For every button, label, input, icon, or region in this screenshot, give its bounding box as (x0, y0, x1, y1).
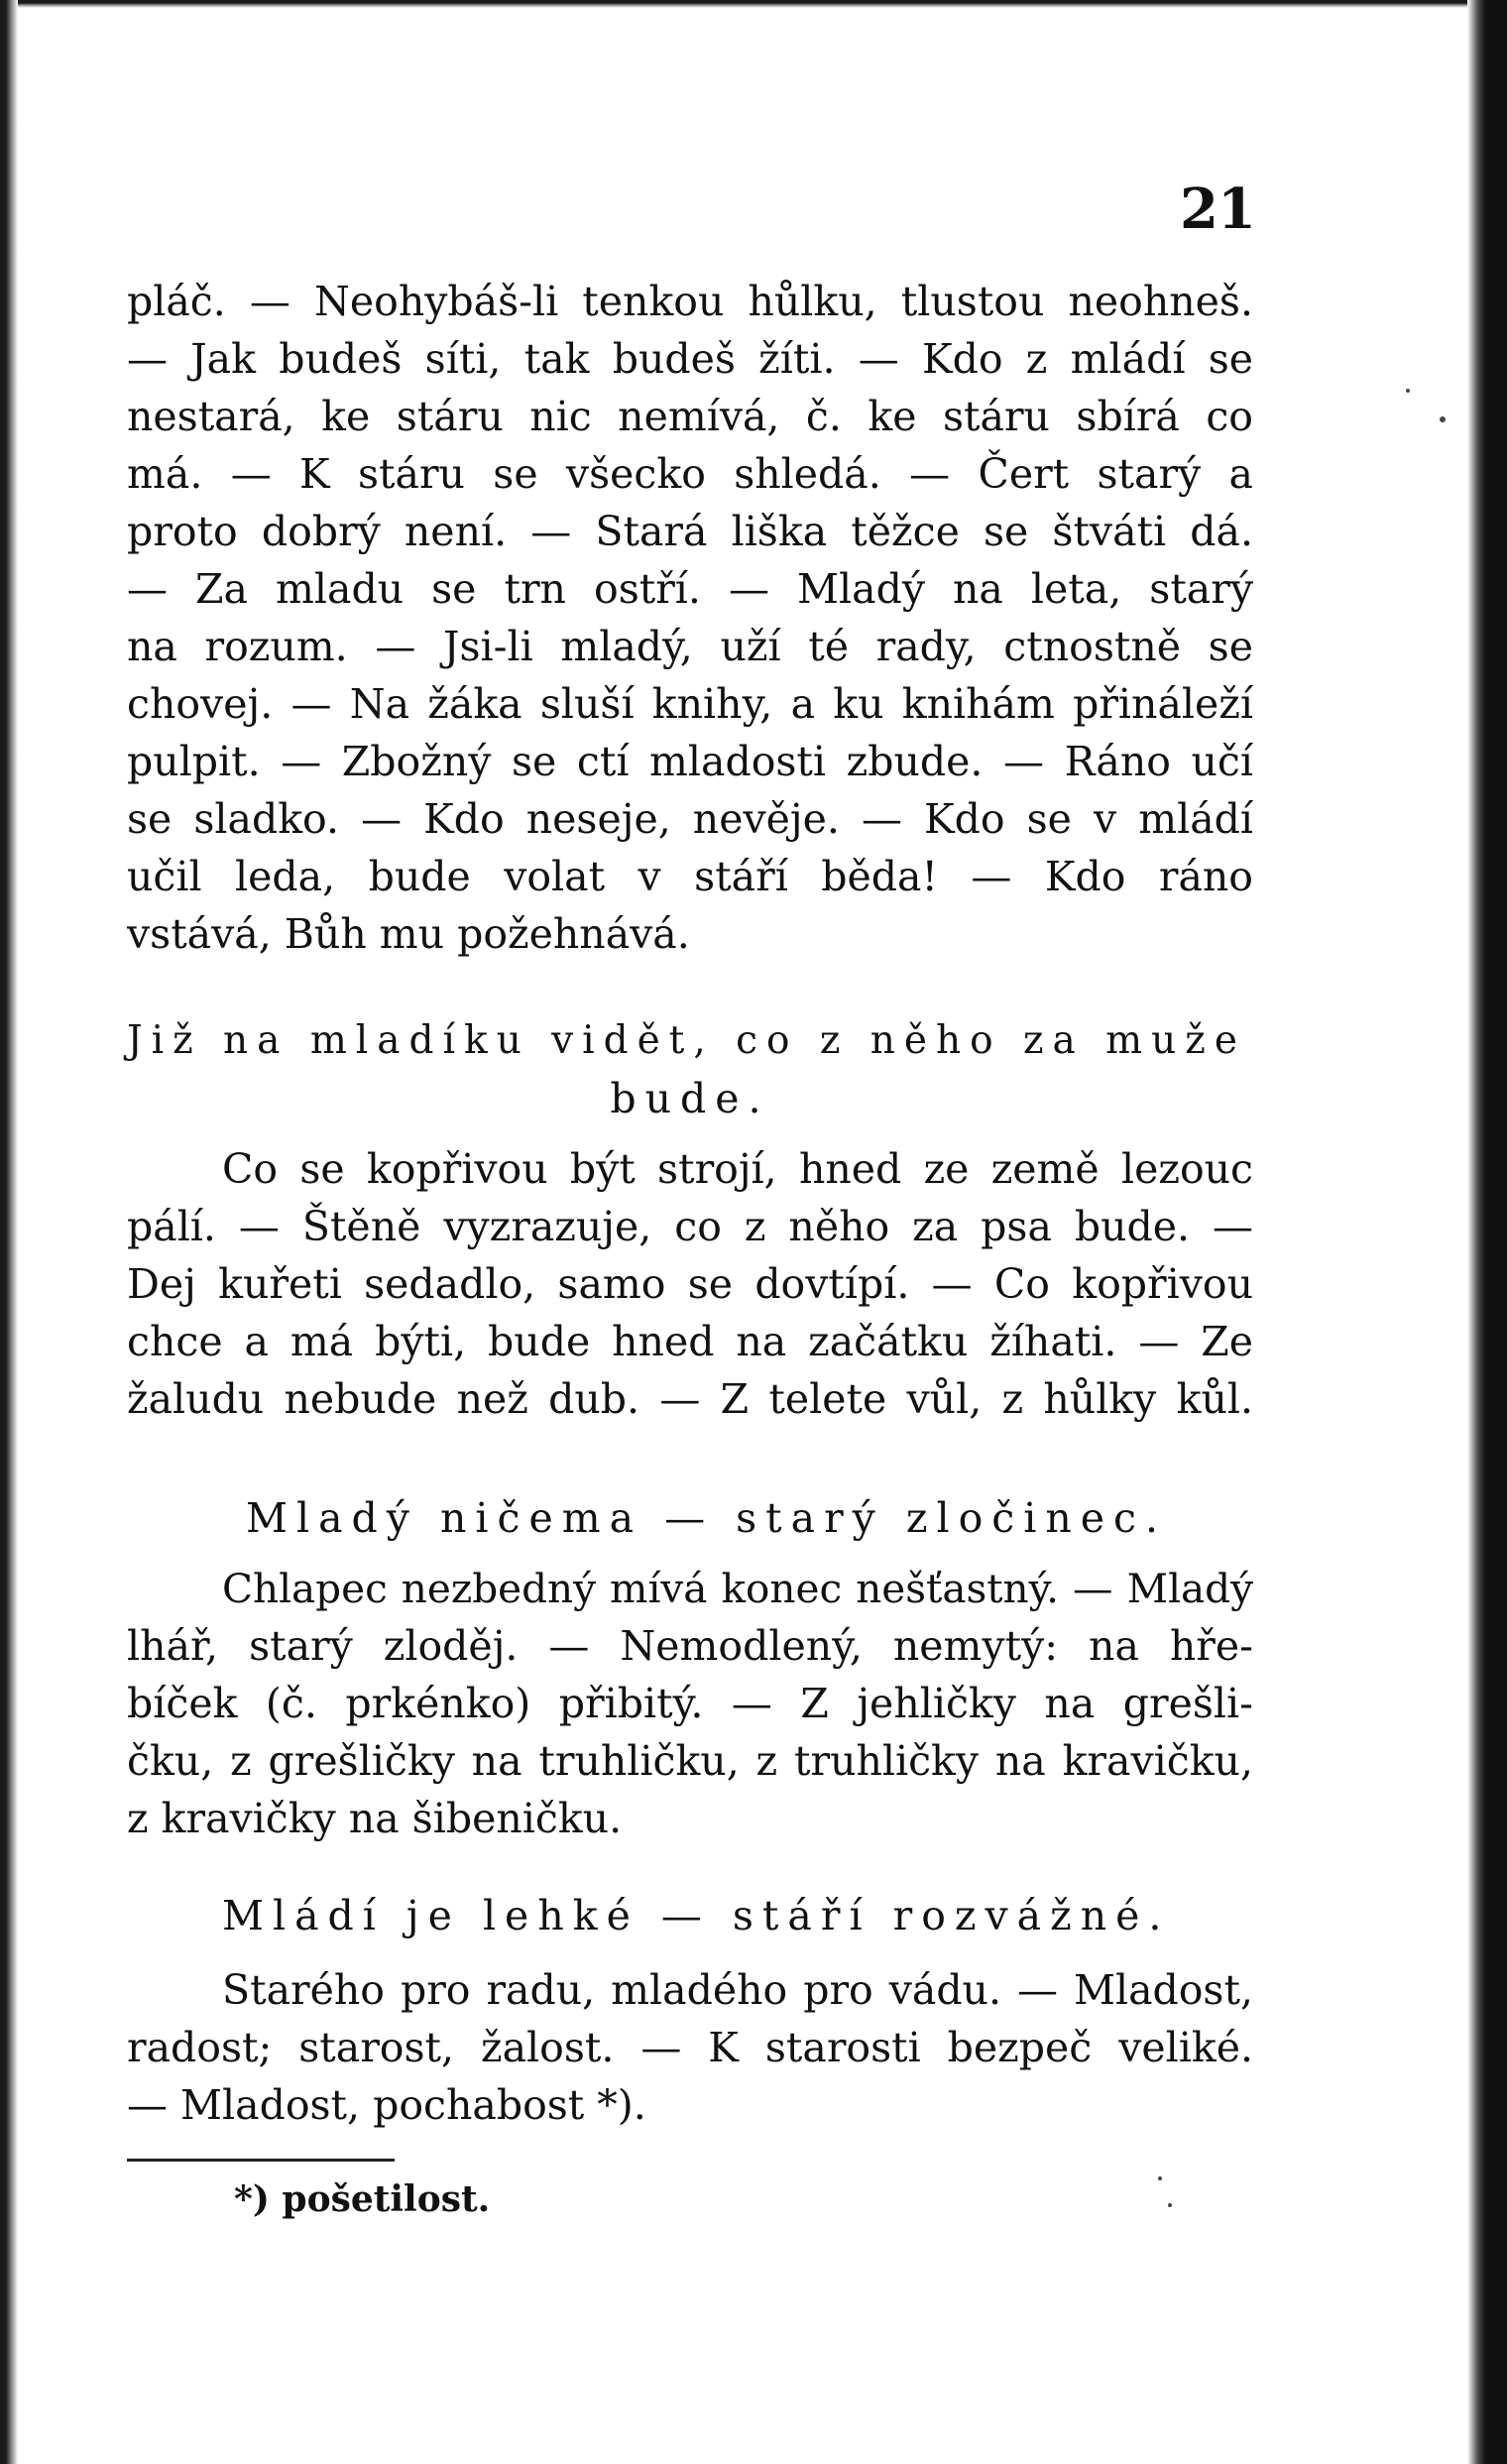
text-line: Co se kopřivou být strojí, hned ze země lezouc (222, 1145, 1253, 1193)
paragraph-1 (127, 273, 1253, 963)
text-line: chce a má býti, bude hned na začátku žíhati. — Ze (127, 1318, 1253, 1365)
scan-speck (1158, 2176, 1162, 2180)
footnote: *) pošetilost. (234, 2178, 491, 2220)
section-heading-3 (127, 1887, 1253, 1944)
scan-speck (1168, 2203, 1172, 2207)
text-line: — Za mladu se trn ostří. — Mladý na leta, starý (127, 565, 1253, 613)
section-heading-line: bude. (610, 1075, 770, 1122)
scan-edge-right (1467, 0, 1507, 2464)
scan-speck (1406, 389, 1410, 393)
text-line: Dej kuřeti sedadlo, samo se dovtípí. — Co kopřivou (127, 1260, 1253, 1308)
text-line: Starého pro radu, mladého pro vádu. — Mladost, (222, 1966, 1253, 2014)
text-line: pláč. — Neohybáš-li tenkou hůlku, tlustou neohneš. (127, 278, 1253, 325)
section-heading-line: Již na mladíku vidět, co z něho za muže (127, 1018, 1246, 1063)
text-line: — Jak budeš síti, tak budeš žíti. — Kdo z mládí se (127, 335, 1253, 383)
text-line: žaludu nebude než dub. — Z telete vůl, z hůlky kůl. (127, 1375, 1253, 1423)
text-line: chovej. — Na žáka sluší knihy, a ku knihám přináleží (127, 680, 1253, 728)
scan-speck (1440, 416, 1446, 422)
text-line: — Mladost, pochabost *). (127, 2081, 646, 2129)
section-heading-line: Mládí je lehké — stáří rozvážné. (222, 1892, 1171, 1939)
paragraph-2 (127, 1140, 1253, 1428)
scan-edge-left (0, 0, 18, 2464)
text-line: na rozum. — Jsi-li mladý, uží té rady, ctnostně se (127, 623, 1253, 670)
section-heading-2 (127, 1489, 1253, 1547)
text-line: čku, z grešličky na truhličku, z truhličky na kravičku, (127, 1737, 1253, 1785)
page-number: 21 (1180, 176, 1255, 242)
text-line: z kravičky na šibeničku. (127, 1795, 623, 1842)
text-line: se sladko. — Kdo neseje, nevěje. — Kdo se v mládí (127, 795, 1253, 843)
text-line: vstává, Bůh mu požehnává. (127, 910, 690, 958)
text-line: lhář, starý zloděj. — Nemodlený, nemytý: na hře- (127, 1622, 1253, 1670)
scan-edge-top (0, 0, 1507, 8)
text-line: bíček (č. prkénko) přibitý. — Z jehličky na grešli- (127, 1680, 1253, 1727)
paragraph-4 (127, 1961, 1253, 2134)
text-line: proto dobrý není. — Stará liška těžce se štváti dá. (127, 508, 1253, 555)
footnote-rule (127, 2159, 395, 2162)
text-line: Chlapec nezbedný mívá konec nešťastný. — Mladý (222, 1565, 1253, 1612)
text-line: má. — K stáru se všecko shledá. — Čert starý a (127, 450, 1253, 498)
section-heading-line: Mladý ničema — starý zločinec. (246, 1494, 1168, 1542)
text-line: učil leda, bude volat v stáří běda! — Kdo ráno (127, 853, 1253, 900)
text-line: radost; starost, žalost. — K starosti bezpeč veliké. (127, 2024, 1253, 2071)
text-line: pálí. — Štěně vyzrazuje, co z něho za psa bude. — (127, 1203, 1253, 1250)
section-heading-1 (127, 1012, 1253, 1127)
text-line: nestará, ke stáru nic nemívá, č. ke stáru sbírá co (127, 393, 1253, 440)
text-line: pulpit. — Zbožný se ctí mladosti zbude. — Ráno učí (127, 738, 1253, 785)
paragraph-3 (127, 1560, 1253, 1847)
